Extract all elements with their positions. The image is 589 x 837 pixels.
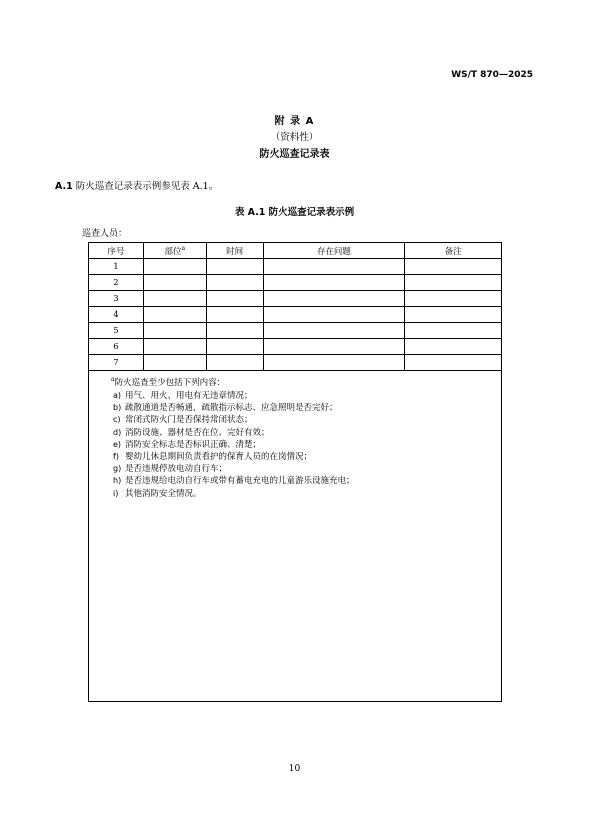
table-row — [89, 307, 502, 323]
cell-issues[interactable] — [263, 259, 405, 275]
cell-location[interactable] — [143, 307, 206, 323]
list-text: 常闭式防火门是否保持常闭状态； — [125, 415, 253, 426]
table-row — [89, 339, 502, 355]
row-number: 7 — [89, 355, 144, 371]
appendix-name: 防火巡查记录表 — [259, 149, 330, 160]
notes-title-text: 防火巡查至少包括下列内容： — [114, 378, 226, 388]
list-text: 是否违规停放电动自行车； — [125, 464, 228, 475]
list-text: 疏散通道是否畅通，疏散指示标志、应急照明是否完好； — [125, 403, 338, 414]
cell-location[interactable] — [143, 323, 206, 339]
list-item — [111, 475, 501, 487]
table-row — [89, 259, 502, 275]
notes-title — [111, 376, 501, 388]
list-marker: d) — [113, 427, 122, 437]
header-location-text: 部位 — [164, 246, 182, 257]
cell-issues[interactable] — [263, 307, 405, 323]
clause-number: A.1 — [55, 181, 73, 192]
row-number: 2 — [89, 275, 144, 291]
list-item — [111, 402, 501, 414]
list-marker: e) — [113, 439, 122, 449]
cell-location[interactable] — [143, 355, 206, 371]
cell-issues[interactable] — [263, 339, 405, 355]
row-number: 5 — [89, 323, 144, 339]
list-marker: g) — [113, 464, 122, 474]
cell-issues[interactable] — [263, 323, 405, 339]
standard-code: WS/T 870—2025 — [451, 70, 533, 80]
appendix-type: （资料性） — [270, 132, 319, 143]
cell-time[interactable] — [206, 339, 263, 355]
page-number: 10 — [288, 764, 301, 774]
table-row — [89, 355, 502, 371]
patrol-record-table — [88, 242, 502, 702]
list-text: 消防设施、器材是否在位、完好有效； — [125, 427, 270, 438]
cell-remarks[interactable] — [405, 259, 502, 275]
cell-time[interactable] — [206, 307, 263, 323]
header-remarks: 备注 — [405, 243, 502, 259]
table-notes-row — [89, 371, 502, 702]
list-item — [111, 463, 501, 475]
list-marker: i) — [113, 488, 119, 498]
list-item — [111, 414, 501, 426]
cell-issues[interactable] — [263, 355, 405, 371]
list-text: 用气、用火、用电有无违章情况； — [125, 391, 253, 401]
cell-location[interactable] — [143, 291, 206, 307]
list-marker: h) — [113, 476, 122, 486]
cell-time[interactable] — [206, 323, 263, 339]
cell-location[interactable] — [143, 275, 206, 291]
cell-issues[interactable] — [263, 275, 405, 291]
notes-footnote-mark: a — [111, 376, 115, 384]
list-item — [111, 427, 501, 439]
header-location-footnote-mark: a — [181, 244, 186, 252]
list-marker: f) — [113, 452, 119, 462]
cell-remarks[interactable] — [405, 275, 502, 291]
cell-time[interactable] — [206, 291, 263, 307]
header-time: 时间 — [206, 243, 263, 259]
list-marker: b) — [113, 403, 122, 413]
header-seq: 序号 — [89, 243, 144, 259]
table-row — [89, 275, 502, 291]
cell-remarks[interactable] — [405, 355, 502, 371]
inspector-label: 巡查人员： — [82, 229, 128, 239]
cell-time[interactable] — [206, 275, 263, 291]
list-item — [111, 488, 501, 500]
row-number: 4 — [89, 307, 144, 323]
row-number: 6 — [89, 339, 144, 355]
cell-location[interactable] — [143, 259, 206, 275]
list-item — [111, 390, 501, 402]
list-text: 其他消防安全情况。 — [125, 488, 202, 499]
list-marker: c) — [113, 415, 121, 425]
cell-remarks[interactable] — [405, 307, 502, 323]
table-notes — [89, 371, 502, 702]
header-location — [143, 243, 206, 259]
list-marker: a) — [113, 391, 122, 400]
list-text: 是否违规给电动自行车或带有蓄电充电的儿童游乐设施充电； — [125, 476, 355, 487]
list-text: 消防安全标志是否标识正确、清楚； — [125, 439, 262, 450]
header-issues: 存在问题 — [263, 243, 405, 259]
table-header-row — [89, 243, 502, 259]
cell-issues[interactable] — [263, 291, 405, 307]
cell-remarks[interactable] — [405, 323, 502, 339]
cell-time[interactable] — [206, 259, 263, 275]
table-caption: 表 A.1 防火巡查记录表示例 — [234, 207, 355, 218]
table-row — [89, 291, 502, 307]
list-item — [111, 451, 501, 463]
intro-paragraph — [55, 178, 218, 192]
row-number: 1 — [89, 259, 144, 275]
cell-remarks[interactable] — [405, 339, 502, 355]
cell-time[interactable] — [206, 355, 263, 371]
list-text: 婴幼儿休息期间负责看护的保育人员的在岗情况； — [125, 452, 313, 463]
cell-location[interactable] — [143, 339, 206, 355]
table-row — [89, 323, 502, 339]
intro-text: 防火巡查记录表示例参见表 A.1。 — [72, 181, 219, 192]
row-number: 3 — [89, 291, 144, 307]
appendix-title: 附 录 A — [274, 116, 315, 127]
list-item — [111, 439, 501, 451]
cell-remarks[interactable] — [405, 291, 502, 307]
